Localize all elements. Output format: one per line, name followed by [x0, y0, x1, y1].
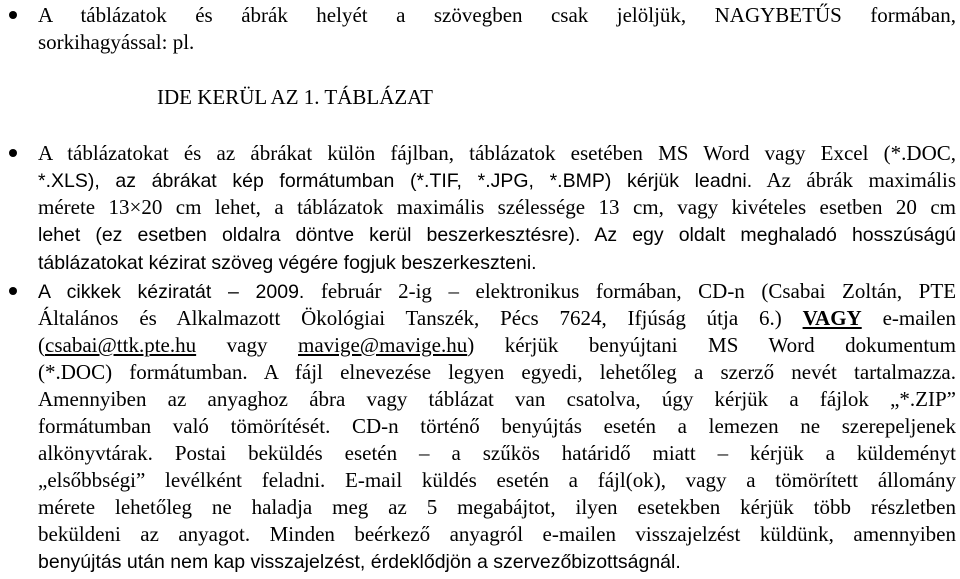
bullet-point-2: [9, 149, 17, 157]
paragraph-3-line-6: [38, 413, 956, 439]
email-link-csabai[interactable]: csabai@ttk.pte.hu: [45, 333, 197, 357]
bullet-point-1: [9, 11, 17, 19]
paragraph-3-line-8: [38, 467, 956, 493]
paragraph-1-line-1: A táblázatok és ábrák helyét a szövegben csak jelöljük, NAGYBETŰS formában,: [38, 3, 956, 27]
paragraph-3-line-2-b: e-mailen: [882, 306, 957, 330]
paragraph-2-line-1: A táblázatokat és az ábrákat külön fájlban, táblázatok esetében MS Word vagy Excel (*.DOC,: [38, 141, 956, 165]
paragraph-2-line-4: [38, 222, 956, 248]
paragraph-3-line-5: Amennyiben az anyaghoz ábra vagy táblázat van csatolva, úgy kérjük a fájlok „*.ZIP”: [38, 387, 956, 411]
paragraph-2-line-4-a: lehet (ez esetben oldalra döntve kerül beszerkesztésre).: [38, 224, 581, 246]
paragraph-3-line-3: [38, 332, 956, 358]
paragraph-3-line-4-a: (*.DOC) formátumban.: [38, 360, 248, 384]
paragraph-3-line-9: mérete lehetőleg ne haladja meg az 5 megabájtot, ilyen esetekben kérjük több részletben: [38, 495, 956, 519]
bullet-point-3: [9, 287, 17, 295]
paragraph-3-line-3-vagy: vagy: [226, 333, 268, 357]
paragraph-1-line-2: sorkihagyással: pl.: [38, 30, 195, 54]
paragraph-3-line-6-b: CD-n történő benyújtás esetén a lemezen ne szerepeljenek: [351, 414, 956, 438]
email-group: [38, 333, 196, 357]
paragraph-3-line-8-a: „elsőbbségi” levélként feladni.: [38, 468, 326, 492]
paragraph-3-line-7-b: Postai beküldés esetén – a szűkös határidő miatt – kérjük a küldeményt: [174, 441, 957, 465]
open-paren: (: [38, 333, 45, 357]
paragraph-2-line-2-sans: *.XLS), az ábrákat kép formátumban (*.TIF, *.JPG, *.BMP) kérjük leadni.: [38, 170, 753, 192]
email-link-mavige[interactable]: mavige@mavige.hu: [298, 333, 468, 357]
paragraph-3-line-2: [38, 305, 956, 331]
vagy-emphasis: VAGY: [802, 306, 862, 330]
paragraph-3-line-10-a: beküldeni az anyagot.: [38, 522, 251, 546]
paragraph-3-line-1: [38, 278, 956, 304]
paragraph-2-line-4-b: Az egy oldalt meghaladó hosszúságú: [594, 224, 957, 246]
paragraph-3-line-7: [38, 440, 956, 466]
paragraph-3-line-2-a: Általános és Alkalmazott Ökológiai Tanszék, Pécs 7624, Ifjúság útja 6.): [38, 306, 782, 330]
paragraph-3-line-10: [38, 521, 956, 547]
paragraph-3-line-8-b: E-mail küldés esetén a fájl(ok), vagy a tömörített állomány: [345, 468, 956, 492]
paragraph-3-line-1-serif: február 2-ig – elektronikus formában, CD-n (Csabai Zoltán, PTE: [320, 279, 957, 303]
paragraph-2-line-2: [38, 167, 956, 193]
email-group-2: [298, 333, 956, 357]
paragraph-3-line-1-sans: A cikkek kéziratát – 2009.: [38, 281, 305, 303]
paragraph-3-line-10-b: Minden beérkező anyagról e-mailen visszajelzést küldünk, amennyiben: [269, 522, 956, 546]
paragraph-3-line-4-b: A fájl elnevezése legyen egyedi, lehetőleg a szerző nevét tartalmazza.: [263, 360, 956, 384]
paragraph-3-line-7-a: alkönyvtárak.: [38, 441, 153, 465]
table-placeholder: IDE KERÜL AZ 1. TÁBLÁZAT: [157, 85, 433, 109]
paragraph-3-line-11: benyújtás után nem kap visszajelzést, érdeklődjön a szervezőbizottságnál.: [38, 551, 681, 573]
paragraph-3-line-6-a: formátumban való tömörítését.: [38, 414, 331, 438]
paragraph-2-line-3: mérete 13×20 cm lehet, a táblázatok maximális szélessége 13 cm, vagy kivételes esetben 20 cm: [38, 195, 956, 219]
paragraph-2-line-5: táblázatokat kézirat szöveg végére fogjuk beszerkeszteni.: [38, 252, 537, 274]
paragraph-3-line-3-rest: ) kérjük benyújtani MS Word dokumentum: [467, 333, 957, 357]
paragraph-2-line-2-serif: Az ábrák maximális: [766, 168, 957, 192]
paragraph-3-line-4: [38, 359, 956, 385]
